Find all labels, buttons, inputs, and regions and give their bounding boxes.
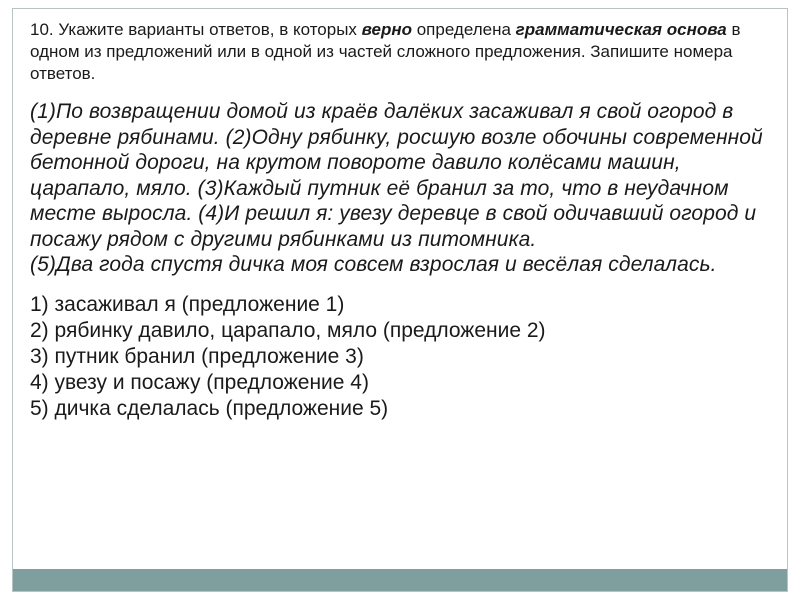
slide-content [30,19,780,422]
passage [30,99,780,278]
question-tail: в одном из предложений или в одной из частей сложного предложения. Запишите номера ответов. [30,20,741,83]
answer-option: 1) засаживал я (предложение 1) [30,292,345,316]
slide [12,8,788,592]
question-mid: определена [412,20,516,39]
question-lead: 10. Укажите варианты ответов, в которых [30,20,362,39]
answer-option: 3) путник бранил (предложение 3) [30,344,364,368]
passage-paragraph-2: (5)Два года спустя дичка моя совсем взрослая и весёлая сделалась. [30,253,717,276]
slide-footer-bar [13,569,787,591]
answer-option: 5) дичка сделалась (предложение 5) [30,396,389,420]
answer-options [30,292,780,422]
answer-option: 2) рябинку давило, царапало, мяло (предложение 2) [30,318,546,342]
question-emphasis-correct: верно [361,20,412,39]
answer-option: 4) увезу и посажу (предложение 4) [30,370,369,394]
passage-paragraph-1: (1)По возвращении домой из краёв далёких засаживал я свой огород в деревне рябинами. (2)Одну рябинку, росшую возле обочины современной бетонной дороги, на крутом повороте давило колёсами машин, царапало, мяло. (3)Каждый путник её бранил за то, что в неудачном месте выросла. (4)И решил я: увезу деревце в свой одичавший огород и посажу рядом с другими рябинками из питомника. [30,100,763,251]
question-emphasis-grammar-base: грамматическая основа [515,20,727,39]
question-text [30,19,780,85]
